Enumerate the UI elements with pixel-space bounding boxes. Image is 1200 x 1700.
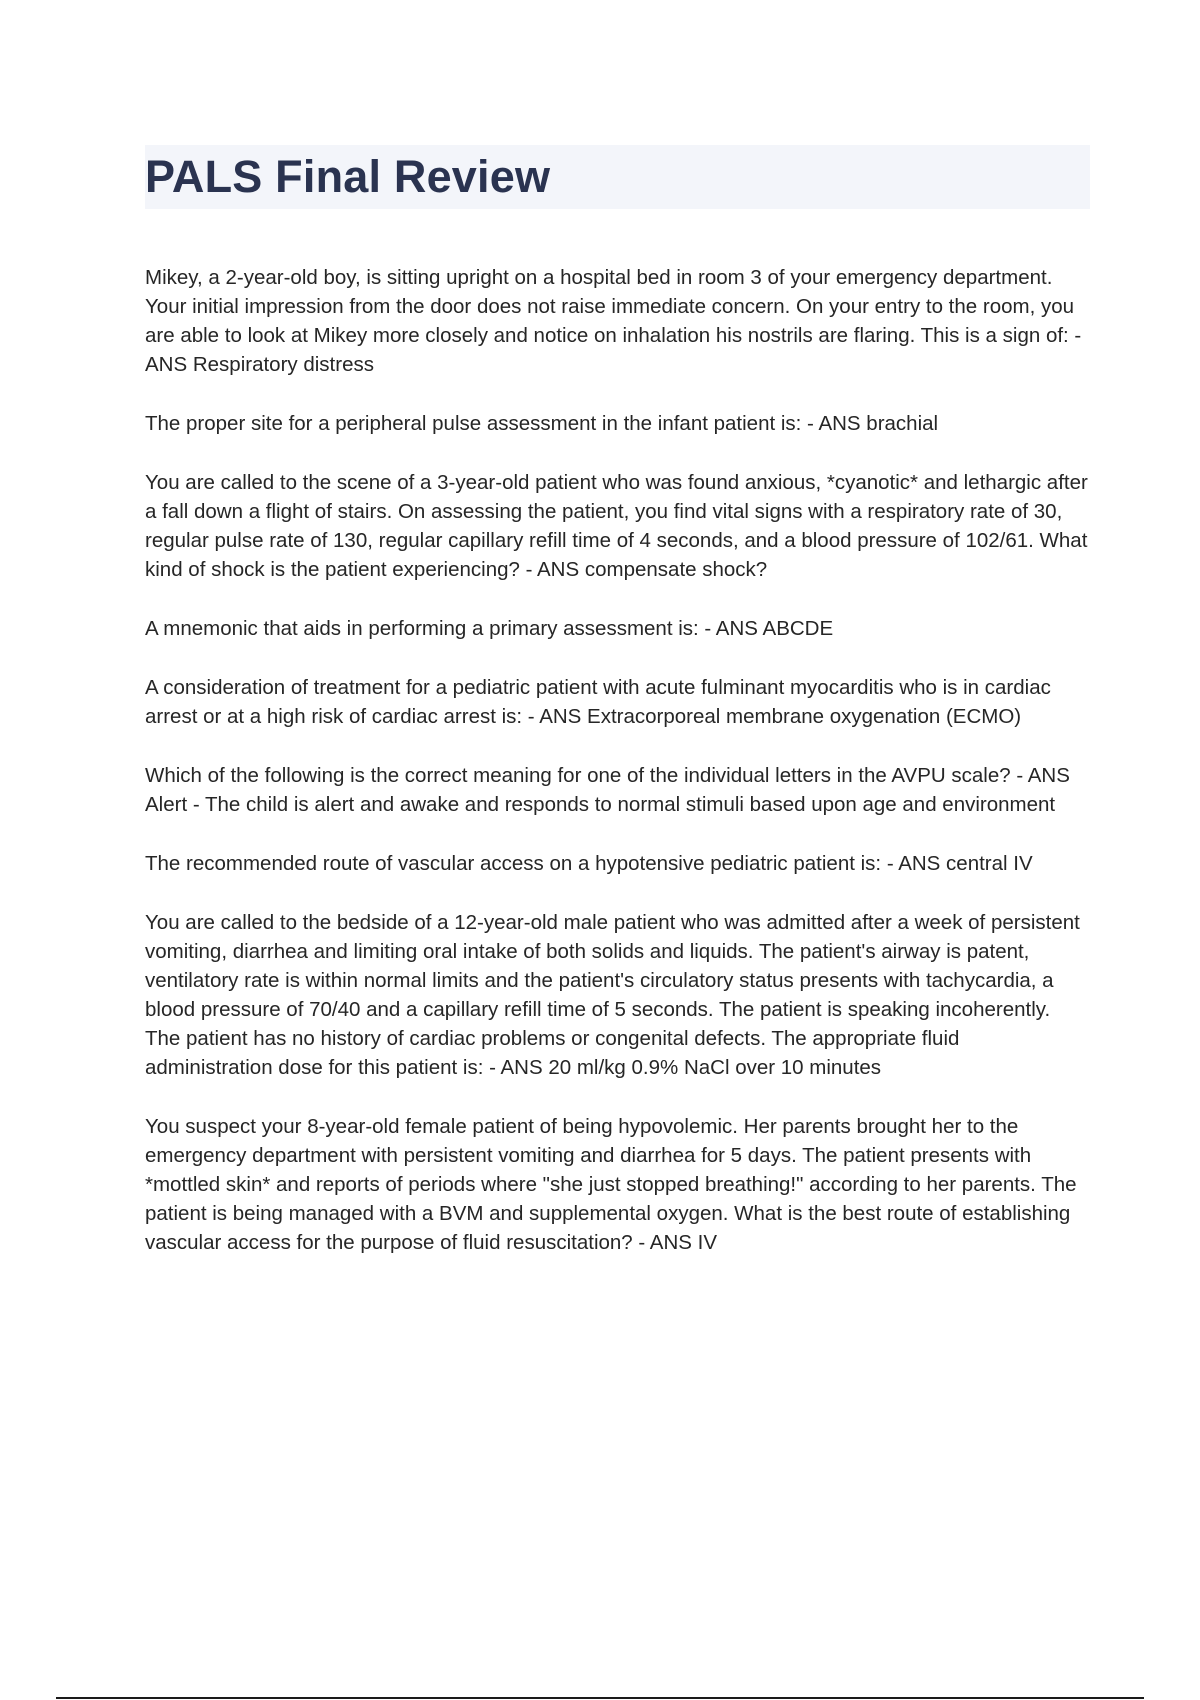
qa-item: You are called to the scene of a 3-year-old patient who was found anxious, *cyanotic* and lethargic after a fall down a flight of stairs. On assessing the patient, you find vital signs with a respiratory rate of 30, regular pulse rate of 130, regular capillary refill time of 4 seconds, and a blood pressure of 102/61. What kind of shock is the patient experiencing? - ANS compensate shock?: [145, 471, 1088, 581]
qa-item: The recommended route of vascular access on a hypotensive pediatric patient is: - ANS central IV: [145, 852, 1033, 875]
qa-item: You suspect your 8-year-old female patient of being hypovolemic. Her parents brought her to the emergency department with persistent vomiting and diarrhea for 5 days. The patient presents with *mottled skin* and reports of periods where "she just stopped breathing!" according to her parents. The patient is being managed with a BVM and supplemental oxygen. What is the best route of establishing vascular access for the purpose of fluid resuscitation? - ANS IV: [145, 1115, 1077, 1254]
bottom-divider: [56, 1697, 1144, 1699]
qa-item: The proper site for a peripheral pulse assessment in the infant patient is: - ANS brachial: [145, 412, 939, 435]
qa-item: Which of the following is the correct meaning for one of the individual letters in the AVPU scale? - ANS Alert - The child is alert and awake and responds to normal stimuli based upon age and environment: [145, 764, 1070, 816]
qa-item: Mikey, a 2-year-old boy, is sitting upright on a hospital bed in room 3 of your emergency department. Your initial impression from the door does not raise immediate concern. On your entry to the room, you are able to look at Mikey more closely and notice on inhalation his nostrils are flaring. This is a sign of: - ANS Respiratory distress: [145, 266, 1082, 376]
qa-item: You are called to the bedside of a 12-year-old male patient who was admitted after a week of persistent vomiting, diarrhea and limiting oral intake of both solids and liquids. The patient's airway is patent, ventilatory rate is within normal limits and the patient's circulatory status presents with tachycardia, a blood pressure of 70/40 and a capillary refill time of 5 seconds. The patient is speaking incoherently. The patient has no history of cardiac problems or congenital defects. The appropriate fluid administration dose for this patient is: - ANS 20 ml/kg 0.9% NaCl over 10 minutes: [145, 911, 1080, 1079]
qa-item: A mnemonic that aids in performing a primary assessment is: - ANS ABCDE: [145, 617, 834, 640]
qa-item: A consideration of treatment for a pediatric patient with acute fulminant myocarditis who is in cardiac arrest or at a high risk of cardiac arrest is: - ANS Extracorporeal membrane oxygenation (ECMO): [145, 676, 1051, 728]
title-band: [145, 145, 1090, 209]
qa-list: [145, 263, 1090, 1287]
page-title: PALS Final Review: [145, 151, 551, 202]
